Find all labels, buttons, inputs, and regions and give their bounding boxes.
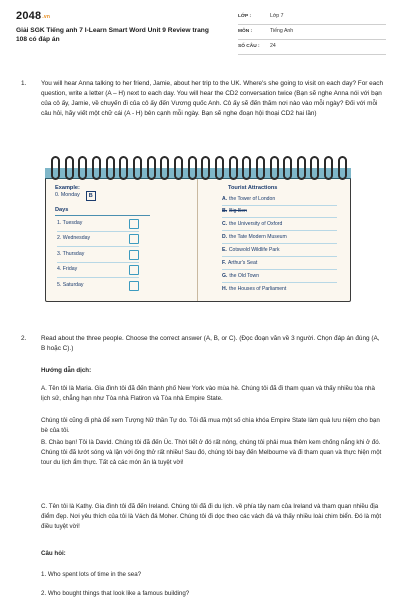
attractions-heading: Tourist Attractions xyxy=(228,185,278,191)
ring-icon xyxy=(324,156,333,180)
ring-icon xyxy=(51,156,60,180)
ring-icon xyxy=(297,156,306,180)
page-header xyxy=(16,8,386,60)
attraction-item: D. the Tate Modern Museum xyxy=(222,234,287,240)
ring-icon xyxy=(78,156,87,180)
translation-paragraph-c: C. Tên tôi là Kathy. Gia đình tôi đã đến Ireland. Chúng tôi đã đi du lịch. về phía tây nam của Ireland và tham quan nhiều địa điểm đẹp. Nơi yêu thích của tôi là Vách đá Moher. Chúng tôi đi dọc theo các vách đá và thấy nhiều loài chim biển. Đó là một điều tuyệt vời! xyxy=(41,503,382,530)
day-row: 2. Wednesday xyxy=(57,234,167,244)
ring-icon xyxy=(147,156,156,180)
example-label: Example: xyxy=(55,185,80,191)
notebook-figure xyxy=(45,154,351,302)
question-text: You will hear Anna talking to her friend, Jamie, about her trip to the UK. Where's she going to visit on each day? For each question, write a letter (A – H) next to each day. You will hear the CD2 conversation twice (Bạn sẽ nghe Anna nói với bạn của cô ấy, Jamie, về chuyến đi của cô ấy đến Vương quốc Anh. Cô ấy sẽ đến thăm nơi nào vào mỗi ngày? Đối với mỗi câu hỏi, hãy viết một chữ cái (A - H) bên cạnh mỗi ngày. Bạn sẽ nghe đoạn hội thoại CD2 hai lần) xyxy=(41,80,384,117)
document-meta-table xyxy=(238,10,386,55)
ring-icon xyxy=(65,156,74,180)
ring-icon xyxy=(270,156,279,180)
answer-box[interactable] xyxy=(129,265,139,275)
attraction-item: F. Arthur's Seat xyxy=(222,260,258,266)
ring-icon xyxy=(242,156,251,180)
day-row: 4. Friday xyxy=(57,265,167,275)
answer-box[interactable] xyxy=(129,281,139,291)
meta-row-class: LỚP : Lớp 7 xyxy=(238,10,386,25)
sub-question-2: 2. Who bought things that look like a famous building? xyxy=(41,590,190,597)
ring-icon xyxy=(119,156,128,180)
attraction-item: E. Cotswold Wildlife Park xyxy=(222,247,280,253)
ring-icon xyxy=(229,156,238,180)
sub-question-1: 1. Who spent lots of time in the sea? xyxy=(41,571,142,578)
example-row xyxy=(55,191,96,201)
document-title: Giải SGK Tiếng anh 7 I-Learn Smart Word Unit 9 Review trang 108 có đáp án xyxy=(16,27,209,44)
meta-row-subject: MÔN : Tiếng Anh xyxy=(238,25,386,40)
guide-heading: Hướng dẫn dịch: xyxy=(41,367,92,374)
attraction-item: B. Big Ben xyxy=(222,208,247,214)
translation-paragraph-a-cont: Chúng tôi cũng đi phà để xem Tượng Nữ thần Tự do. Tôi đã mua một số chìa khóa Empire State làm quà lưu niệm cho bạn bè của tôi. xyxy=(41,417,380,434)
answer-box[interactable] xyxy=(129,219,139,229)
question-number: 1. xyxy=(21,80,27,87)
attraction-item: C. the University of Oxford xyxy=(222,221,283,227)
days-heading: Days xyxy=(55,207,69,213)
ring-icon xyxy=(283,156,292,180)
spiral-rings xyxy=(51,154,347,184)
ring-icon xyxy=(256,156,265,180)
example-answer-box: B xyxy=(86,191,96,201)
translation-paragraph-b: B. Chào bạn! Tôi là David. Chúng tôi đã đến Úc. Thời tiết ở đó rất nóng, chúng tôi phải mua thêm kem chống nắng khi ở đó. Chúng tôi đã lướt sóng và lặn với ống thở rất nhiều! Sau đó, chúng tôi bay đến Melbourne và đi tham quan và thực hiện một tour du lịch ẩm thực. Tất cả các món ăn là tuyệt vời! xyxy=(41,439,382,466)
ring-icon xyxy=(106,156,115,180)
notebook-page-divider xyxy=(197,179,198,301)
meta-row-question-count: SỐ CÂU : 24 xyxy=(238,40,386,55)
questions-heading: Câu hỏi: xyxy=(41,550,66,557)
ring-icon xyxy=(310,156,319,180)
attraction-item: G. the Old Town xyxy=(222,273,260,279)
days-underline xyxy=(55,215,150,216)
ring-icon xyxy=(188,156,197,180)
ring-icon xyxy=(201,156,210,180)
question-text: Read about the three people. Choose the correct answer (A, B, or C). (Đọc đoạn văn về 3 người. Chọn đáp án đúng (A, B hoặc C).) xyxy=(41,335,380,352)
ring-icon xyxy=(215,156,224,180)
ring-icon xyxy=(160,156,169,180)
site-logo[interactable]: 2048.vn xyxy=(16,10,51,22)
ring-icon xyxy=(174,156,183,180)
translation-paragraph-a: A. Tên tôi là Maria. Gia đình tôi đã đến thành phố New York vào mùa hè. Chúng tôi đã đi tham quan và thấy nhiều tòa nhà lịch sử, chẳng hạn như Tòa nhà Flatiron và Tòa nhà Empire State. xyxy=(41,385,375,402)
answer-box[interactable] xyxy=(129,234,139,244)
ring-icon xyxy=(92,156,101,180)
attraction-item: H. the Houses of Parliament xyxy=(222,286,287,292)
question-2 xyxy=(21,334,384,354)
answer-box[interactable] xyxy=(129,250,139,260)
day-row: 1. Tuesday xyxy=(57,219,167,229)
attraction-item: A. the Tower of London xyxy=(222,196,276,202)
ring-icon xyxy=(133,156,142,180)
question-1 xyxy=(21,79,384,119)
question-number: 2. xyxy=(21,335,27,342)
ring-icon xyxy=(338,156,347,180)
example-day: 0. Monday xyxy=(55,192,80,199)
day-row: 3. Thursday xyxy=(57,250,167,260)
day-row: 5. Saturday xyxy=(57,281,167,291)
